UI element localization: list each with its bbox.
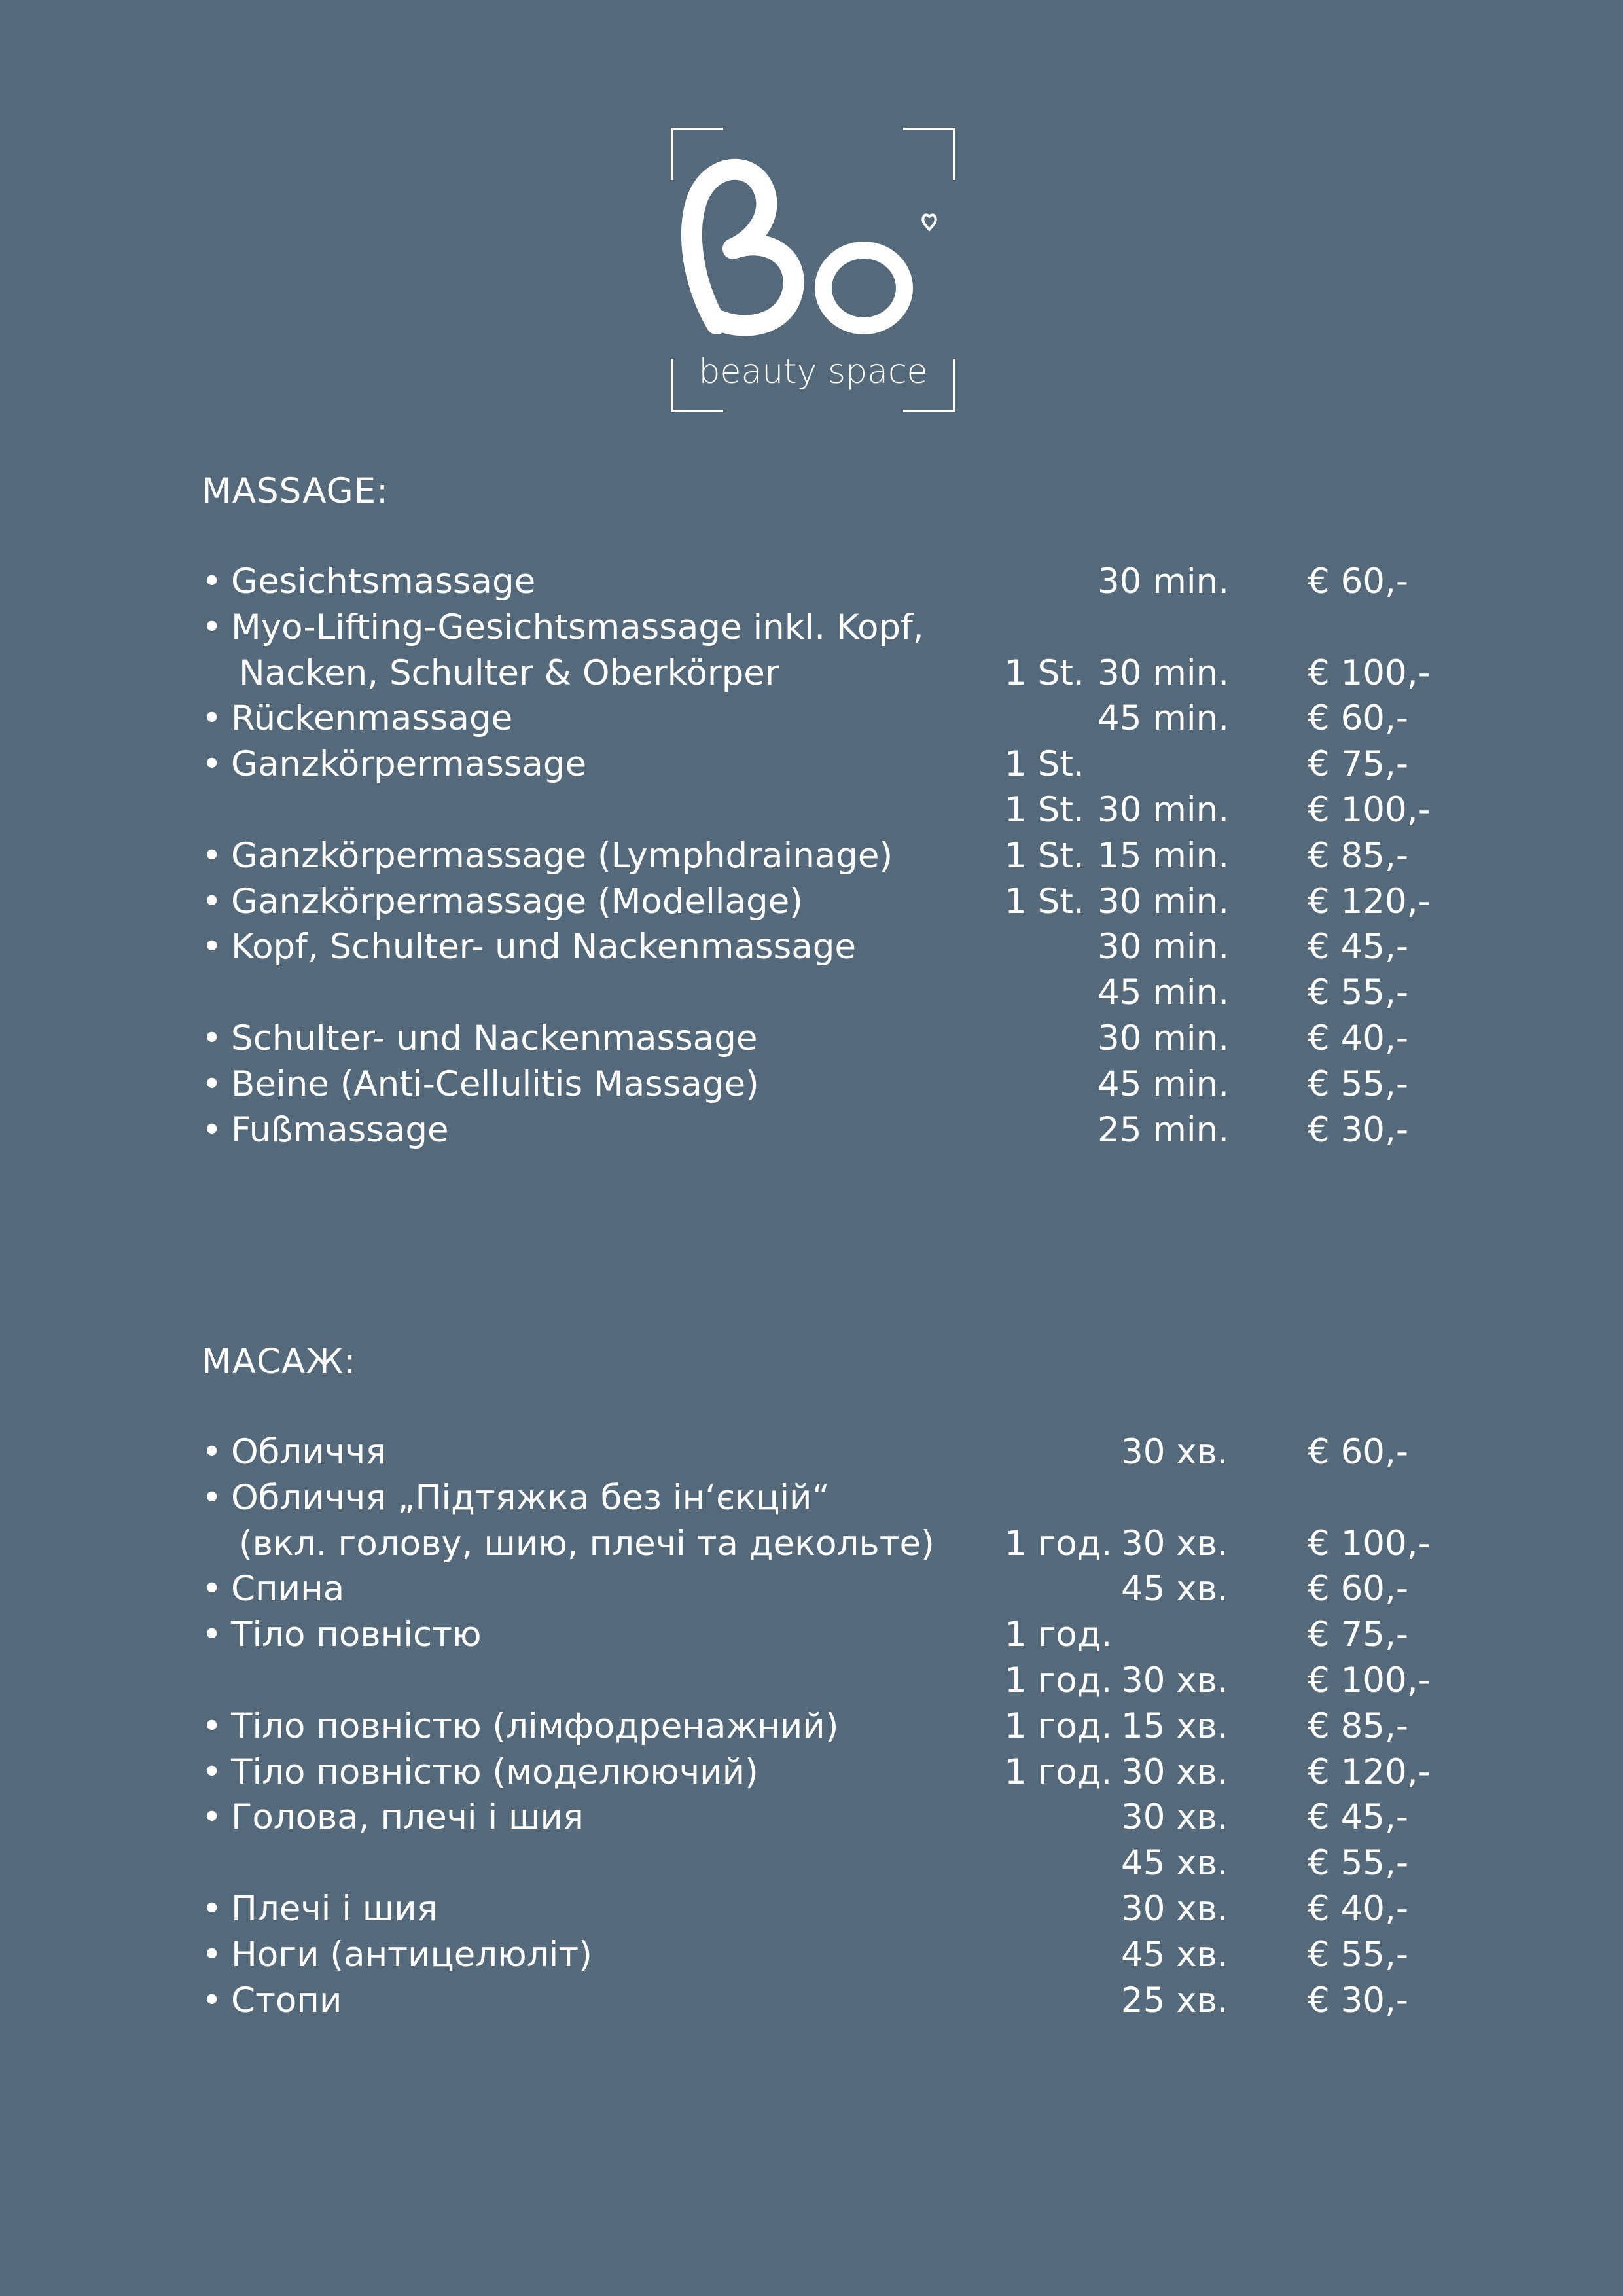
duration-hours: 1 St. [1005, 744, 1084, 785]
duration-minutes: 30 min. [1097, 562, 1230, 601]
service-price: € 120,- [1308, 881, 1431, 922]
service-price: € 75,- [1308, 744, 1408, 785]
bullet-marker: • [202, 835, 223, 876]
service-price: € 100,- [1308, 790, 1431, 830]
duration-hours: 1 St. [1005, 790, 1084, 830]
service-price: € 85,- [1308, 1706, 1408, 1746]
bullet-marker: • [202, 1797, 223, 1838]
service-name: Myo-Lifting-Gesichtsmassage inkl. Kopf, [231, 607, 924, 647]
duration-minutes: 15 хв. [1121, 1706, 1228, 1746]
bullet-marker: • [202, 1064, 223, 1104]
service-name: Nacken, Schulter & Oberkörper [239, 653, 779, 693]
duration-minutes: 30 min. [1097, 790, 1230, 830]
price-row [0, 1110, 1623, 1156]
service-name: (вкл. голову, шию, плечі та декольте) [239, 1523, 935, 1564]
price-row [0, 1797, 1623, 1843]
duration-minutes: 30 min. [1097, 927, 1230, 967]
price-row [0, 1478, 1623, 1524]
bullet-marker: • [202, 1569, 223, 1609]
duration-minutes: 25 хв. [1121, 1980, 1228, 2020]
service-name: Тіло повністю [231, 1615, 482, 1655]
service-name: Тіло повністю (моделюючий) [231, 1751, 758, 1792]
service-name: Gesichtsmassage [231, 562, 536, 601]
duration-minutes: 45 min. [1097, 1064, 1230, 1104]
service-price: € 30,- [1308, 1109, 1408, 1150]
duration-minutes: 15 min. [1097, 835, 1230, 876]
service-name: Обличчя „Підтяжка без ін‘єкцій“ [231, 1477, 830, 1518]
duration-hours: 1 St. [1005, 881, 1084, 922]
service-price: € 75,- [1308, 1615, 1408, 1655]
service-name: Тіло повністю (лімфодренажний) [231, 1706, 839, 1746]
service-price: € 45,- [1308, 927, 1408, 967]
service-name: Schulter- und Nackenmassage [231, 1018, 758, 1058]
duration-minutes: 45 min. [1097, 698, 1230, 739]
duration-minutes: 30 хв. [1121, 1523, 1228, 1564]
service-name: Ganzkörpermassage (Modellage) [231, 881, 803, 922]
price-row [0, 1935, 1623, 1981]
section-title-massage-de: MASSAGE: [202, 471, 389, 511]
price-row [0, 1752, 1623, 1798]
service-price: € 100,- [1308, 1523, 1431, 1564]
bullet-marker: • [202, 1477, 223, 1518]
bullet-marker: • [202, 1109, 223, 1150]
bullet-marker: • [202, 698, 223, 739]
duration-minutes: 45 хв. [1121, 1843, 1228, 1884]
price-row [0, 1981, 1623, 2026]
service-name: Ноги (антицелюліт) [231, 1934, 592, 1975]
price-row [0, 927, 1623, 973]
service-name: Стопи [231, 1980, 342, 2020]
service-price: € 30,- [1308, 1980, 1408, 2020]
price-row [0, 744, 1623, 790]
service-price: € 60,- [1308, 562, 1408, 601]
service-price: € 60,- [1308, 1432, 1408, 1472]
service-price: € 55,- [1308, 973, 1408, 1013]
duration-minutes: 25 min. [1097, 1109, 1230, 1150]
price-row [0, 607, 1623, 653]
service-name: Обличчя [231, 1432, 387, 1472]
price-row [0, 973, 1623, 1018]
service-price: € 120,- [1308, 1751, 1431, 1792]
service-name: Ganzkörpermassage (Lymphdrainage) [231, 835, 893, 876]
duration-hours: 1 год. [1005, 1660, 1113, 1700]
duration-hours: 1 St. [1005, 835, 1084, 876]
service-name: Плечі і шия [231, 1889, 438, 1929]
bullet-marker: • [202, 562, 223, 601]
price-row [0, 562, 1623, 607]
bullet-marker: • [202, 1889, 223, 1929]
price-row [0, 1615, 1623, 1660]
service-price: € 85,- [1308, 835, 1408, 876]
service-price: € 60,- [1308, 698, 1408, 739]
price-row [0, 698, 1623, 744]
section-title-massage-ua: МАСАЖ: [202, 1342, 357, 1382]
service-price: € 55,- [1308, 1843, 1408, 1884]
bullet-marker: • [202, 881, 223, 922]
duration-minutes: 30 хв. [1121, 1432, 1228, 1472]
duration-hours: 1 год. [1005, 1706, 1113, 1746]
price-row [0, 1889, 1623, 1935]
price-row [0, 1706, 1623, 1752]
service-name: Fußmassage [231, 1109, 449, 1150]
duration-hours: 1 год. [1005, 1751, 1113, 1792]
service-price: € 60,- [1308, 1569, 1408, 1609]
duration-minutes: 45 min. [1097, 973, 1230, 1013]
bullet-marker: • [202, 1751, 223, 1792]
bullet-marker: • [202, 1980, 223, 2020]
service-price: € 55,- [1308, 1934, 1408, 1975]
duration-hours: 1 год. [1005, 1615, 1113, 1655]
duration-minutes: 30 хв. [1121, 1889, 1228, 1929]
service-price: € 100,- [1308, 1660, 1431, 1700]
duration-minutes: 30 min. [1097, 653, 1230, 693]
service-price: € 55,- [1308, 1064, 1408, 1104]
bullet-marker: • [202, 1432, 223, 1472]
price-row [0, 1018, 1623, 1064]
price-row [0, 882, 1623, 927]
bullet-marker: • [202, 1018, 223, 1058]
service-price: € 40,- [1308, 1018, 1408, 1058]
duration-minutes: 30 хв. [1121, 1660, 1228, 1700]
duration-minutes: 30 хв. [1121, 1751, 1228, 1792]
price-row [0, 1660, 1623, 1706]
service-name: Спина [231, 1569, 345, 1609]
bullet-marker: • [202, 1615, 223, 1655]
duration-minutes: 45 хв. [1121, 1934, 1228, 1975]
service-name: Ganzkörpermassage [231, 744, 587, 785]
price-row [0, 790, 1623, 836]
price-row [0, 836, 1623, 882]
price-row [0, 1432, 1623, 1478]
service-name: Beine (Anti-Cellulitis Massage) [231, 1064, 759, 1104]
bullet-marker: • [202, 744, 223, 785]
brand-tagline: beauty space [698, 352, 928, 391]
bullet-marker: • [202, 927, 223, 967]
duration-minutes: 30 min. [1097, 1018, 1230, 1058]
price-row [0, 1569, 1623, 1615]
bullet-marker: • [202, 1706, 223, 1746]
service-price: € 100,- [1308, 653, 1431, 693]
bullet-marker: • [202, 607, 223, 647]
bullet-marker: • [202, 1934, 223, 1975]
price-row [0, 653, 1623, 699]
price-row [0, 1843, 1623, 1889]
price-row [0, 1064, 1623, 1110]
duration-minutes: 45 хв. [1121, 1569, 1228, 1609]
service-price: € 40,- [1308, 1889, 1408, 1929]
duration-hours: 1 год. [1005, 1523, 1113, 1564]
price-row [0, 1524, 1623, 1570]
service-name: Kopf, Schulter- und Nackenmassage [231, 927, 856, 967]
duration-hours: 1 St. [1005, 653, 1084, 693]
service-name: Голова, плечі і шия [231, 1797, 584, 1838]
service-name: Rückenmassage [231, 698, 513, 739]
duration-minutes: 30 хв. [1121, 1797, 1228, 1838]
duration-minutes: 30 min. [1097, 881, 1230, 922]
service-price: € 45,- [1308, 1797, 1408, 1838]
